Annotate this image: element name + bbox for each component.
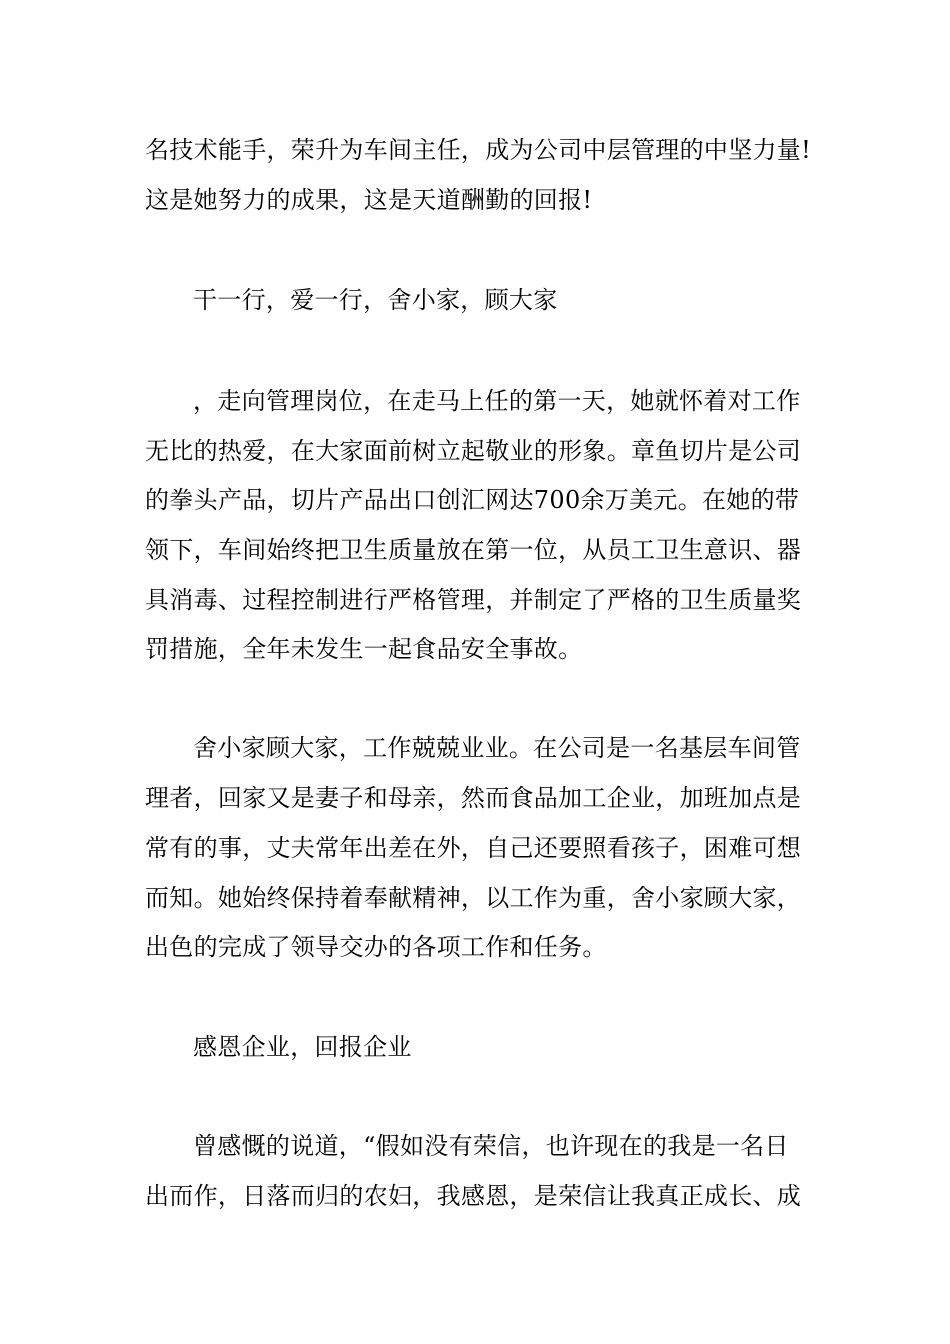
text-line-12: 而知。她始终保持着奉献精神，以工作为重，舍小家顾大家， bbox=[145, 884, 802, 912]
text-line-11: 常有的事，丈夫常年出差在外，自己还要照看孩子，困难可想 bbox=[145, 834, 802, 862]
text-line-4: 无比的热爱，在大家面前树立起敬业的形象。章鱼切片是公司 bbox=[145, 437, 802, 465]
text-line-8: 罚措施，全年未发生一起食品安全事故。 bbox=[145, 635, 583, 663]
text-line-15: 出而作，日落而归的农妇，我感恩，是荣信让我真正成长、成 bbox=[145, 1182, 802, 1210]
text-line-3: ，走向管理岗位，在走马上任的第一天，她就怀着对工作 bbox=[193, 387, 801, 415]
text-line-10: 理者，回家又是妻子和母亲，然而食品加工企业，加班加点是 bbox=[145, 784, 802, 812]
text-line-1: 名技术能手，荣升为车间主任，成为公司中层管理的中坚力量! bbox=[145, 136, 812, 164]
text-line-14: 曾感慨的说道，“假如没有荣信，也许现在的我是一名日 bbox=[193, 1132, 789, 1160]
text-line-6: 领下，车间始终把卫生质量放在第一位，从员工卫生意识、器 bbox=[145, 536, 802, 564]
text-line-2: 这是她努力的成果，这是天道酬勤的回报! bbox=[145, 186, 593, 214]
section-heading-2: 感恩企业，回报企业 bbox=[193, 1033, 412, 1061]
text-line-9: 舍小家顾大家，工作兢兢业业。在公司是一名基层车间管 bbox=[193, 734, 801, 762]
section-heading-1: 干一行，爱一行，舍小家，顾大家 bbox=[193, 286, 558, 314]
text-line-7: 具消毒、过程控制进行严格管理，并制定了严格的卫生质量奖 bbox=[145, 586, 802, 614]
text-line-13: 出色的完成了领导交办的各项工作和任务。 bbox=[145, 933, 607, 961]
text-line-5: 的拳头产品，切片产品出口创汇网达700余万美元。在她的带 bbox=[145, 486, 800, 514]
